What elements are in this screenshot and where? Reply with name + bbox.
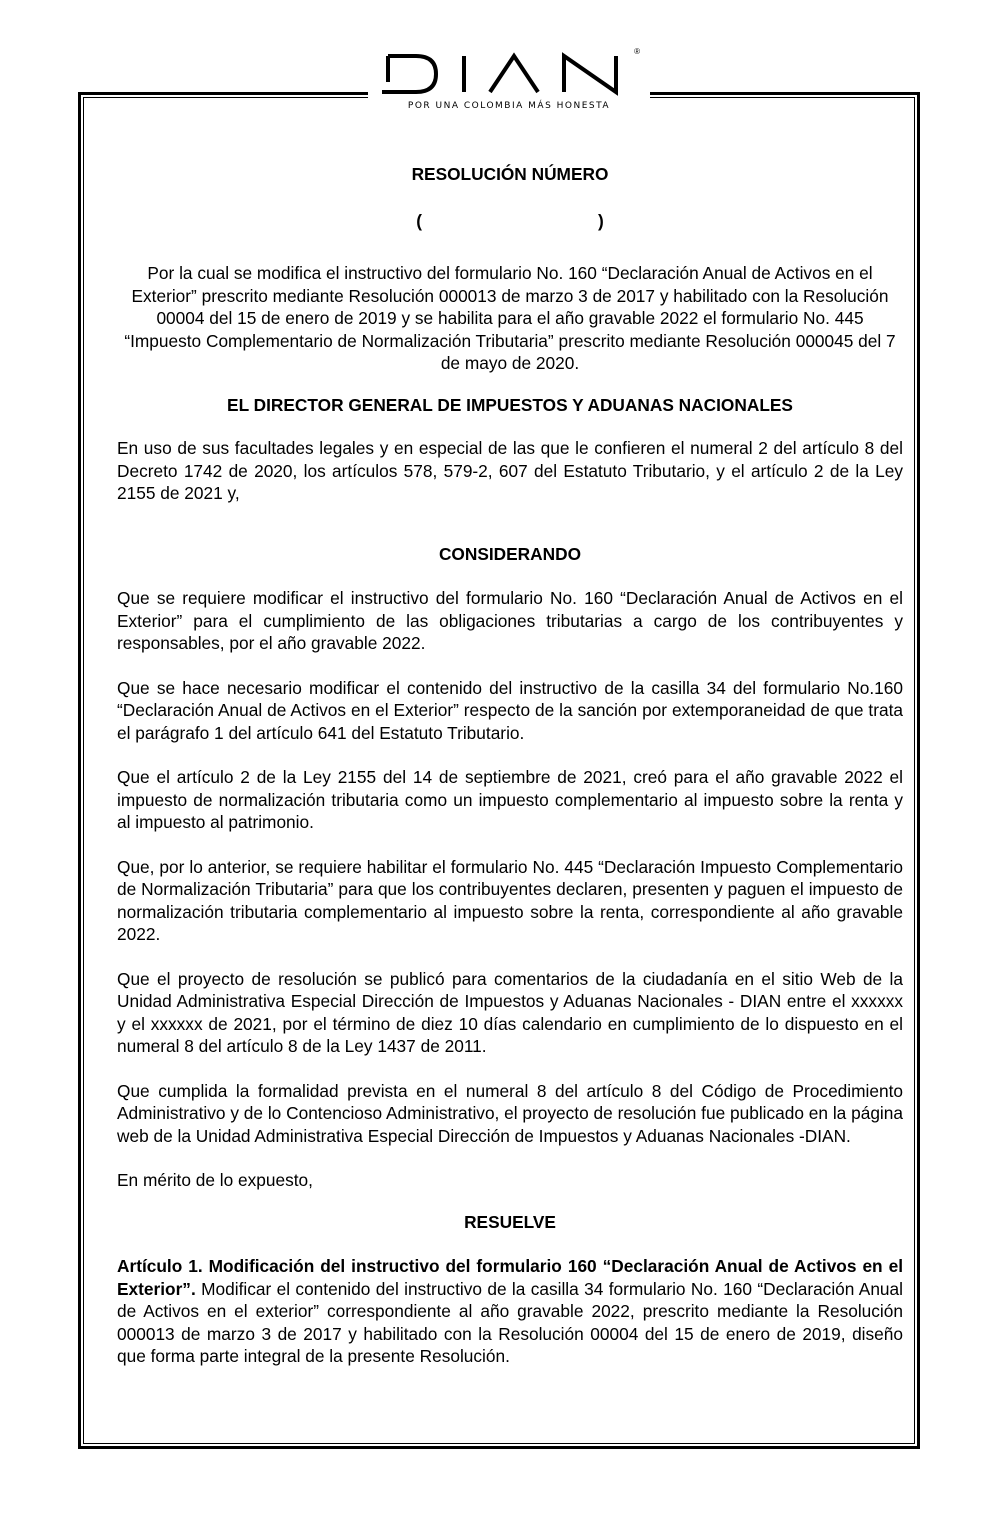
resolution-number-placeholder [117,210,903,233]
paren-close: ) [598,210,604,231]
legal-faculties: En uso de sus facultades legales y en especial de las que le confieren el numeral 2 del artículo 8 del Decreto 1742 de 2020, los artículos 578, 579-2, 607 del Estatuto Tributario, y el artículo 2 de la Ley 2155 de 2021 y, [117,438,903,503]
merito-line: En mérito de lo expuesto, [117,1170,313,1190]
considerando-paragraph: Que el proyecto de resolución se publicó para comentarios de la ciudadanía en el sitio Web de la Unidad Administrativa Especial Dirección de Impuestos y Aduanas Nacionales - DIAN entre el xxxxxx y el xxxxxx de 2021, por el término de diez 10 días calendario en cumplimiento de lo dispuesto en el numeral 8 del artículo 8 de la Ley 1437 de 2011. [117,968,903,1056]
dian-logo-mark [378,52,640,96]
considerando-paragraph: Que, por lo anterior, se requiere habilitar el formulario No. 445 “Declaración Impuesto Complementario de Normalización Tributaria” para que los contribuyentes declaren, presenten y paguen el impuesto de normalización tributaria complementario al impuesto sobre la renta, correspondiente al año gravable 2022. [117,856,903,944]
paren-open: ( [416,210,422,231]
considerando-heading: CONSIDERANDO [438,543,582,564]
resolution-title: RESOLUCIÓN NÚMERO [411,164,609,184]
considerando-paragraph: Que se hace necesario modificar el contenido del instructivo de la casilla 34 del formulario No.160 “Declaración Anual de Activos en el Exterior” respecto de la sanción por extemporaneidad de que trata el parágrafo 1 del artículo 641 del Estatuto Tributario. [117,677,903,743]
article-1 [117,1255,903,1368]
resolution-subject: Por la cual se modifica el instructivo del formulario No. 160 “Declaración Anual de Activos en el Exterior” prescrito mediante Resolución 000013 de marzo 3 de 2017 y habilitado con la Resolución 00004 del 15 de enero de 2019 y se habilita para el año gravable 2022 el formulario No. 445 “Impuesto Complementario de Normalización Tributaria” prescrito mediante Resolución 000045 del 7 de mayo de 2020. [124,263,896,373]
resuelve-heading: RESUELVE [464,1211,556,1232]
issuer-heading: EL DIRECTOR GENERAL DE IMPUESTOS Y ADUANAS NACIONALES [227,394,793,415]
considerando-paragraph: Que cumplida la formalidad prevista en el numeral 8 del artículo 8 del Código de Procedimiento Administrativo y de lo Contencioso Administrativo, el proyecto de resolución fue publicado en la página web de la Unidad Administrativa Especial Dirección de Impuestos y Aduanas Nacionales -DIAN. [117,1080,903,1146]
document-body [117,160,903,1368]
article-1-body: Modificar el contenido del instructivo de la casilla 34 formulario No. 160 “Declaración Anual de Activos en el exterior” correspondiente al año gravable 2022, prescrito mediante la Resolución 000013 de marzo 3 de 2017 y habilitado con la Resolución 00004 del 15 de enero de 2019, diseño que forma parte integral de la presente Resolución. [117,1278,903,1366]
considerando-paragraph: Que se requiere modificar el instructivo del formulario No. 160 “Declaración Anual de Activos en el Exterior” para el cumplimiento de las obligaciones tributarias a cargo de los contribuyentes y responsables, por el año gravable 2022. [117,588,903,653]
dian-logo [368,44,650,126]
article-1-title: Artículo 1. Modificación del instructivo del formulario 160 “Declaración Anual de Activos en el Exterior”. [117,1256,903,1299]
considerando-paragraph: Que el artículo 2 de la Ley 2155 del 14 de septiembre de 2021, creó para el año gravable 2022 el impuesto de normalización tributaria como un impuesto complementario al impuesto sobre la renta y al impuesto al patrimonio. [117,767,903,832]
logo-tagline: POR UNA COLOMBIA MÁS HONESTA [407,101,611,111]
registered-mark: ® [634,47,640,56]
